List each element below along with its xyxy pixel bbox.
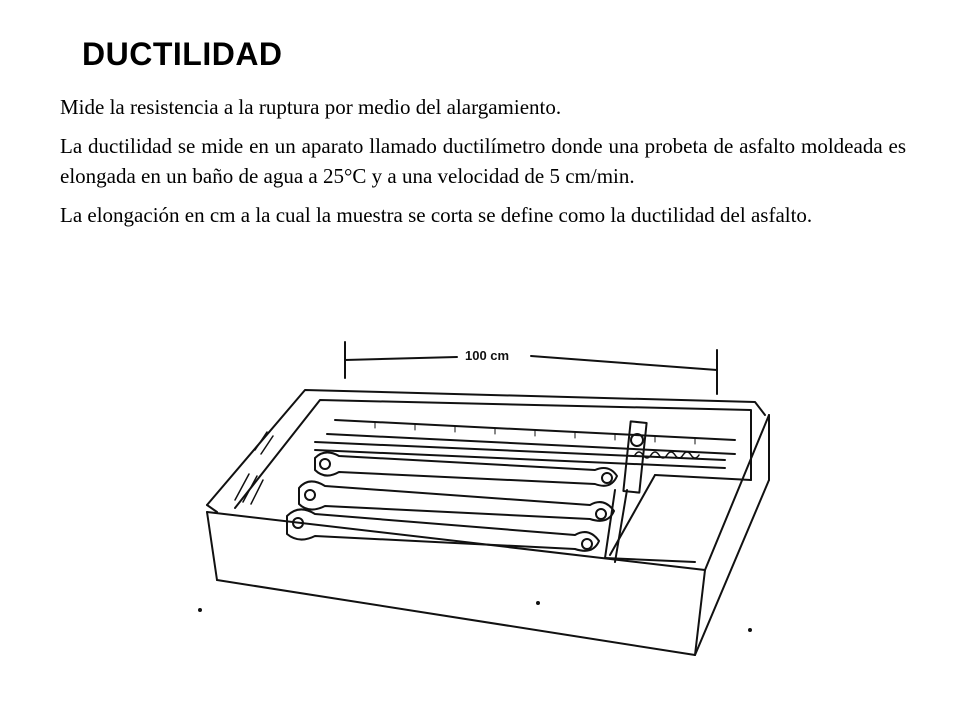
paragraph-measurement: La elongación en cm a la cual la muestra se corta se define como la ductilidad del asfalto. — [60, 203, 813, 227]
specimen-mold-3 — [287, 509, 599, 550]
body-text — [60, 92, 906, 239]
slide-title: DUCTILIDAD — [82, 36, 283, 72]
ductilimeter-illustration — [195, 330, 775, 720]
screw-drive — [315, 442, 725, 468]
specimen-mold-2 — [299, 481, 614, 520]
water-bath-tank — [207, 390, 769, 655]
moving-carriage — [605, 421, 695, 562]
paragraph-apparatus: La ductilidad se mide en un aparato llamado ductilímetro donde una probeta de asfalto moldeada es elongada en un baño de agua a 25°C y a una velocidad de 5 cm/min. — [60, 134, 906, 188]
ductilimeter-drawing — [195, 330, 775, 720]
paragraph-definition: Mide la resistencia a la ruptura por medio del alargamiento. — [60, 95, 562, 119]
surface-marks — [199, 602, 751, 631]
dimension-label: 100 cm — [465, 348, 510, 363]
dimension-indicator — [345, 342, 717, 394]
